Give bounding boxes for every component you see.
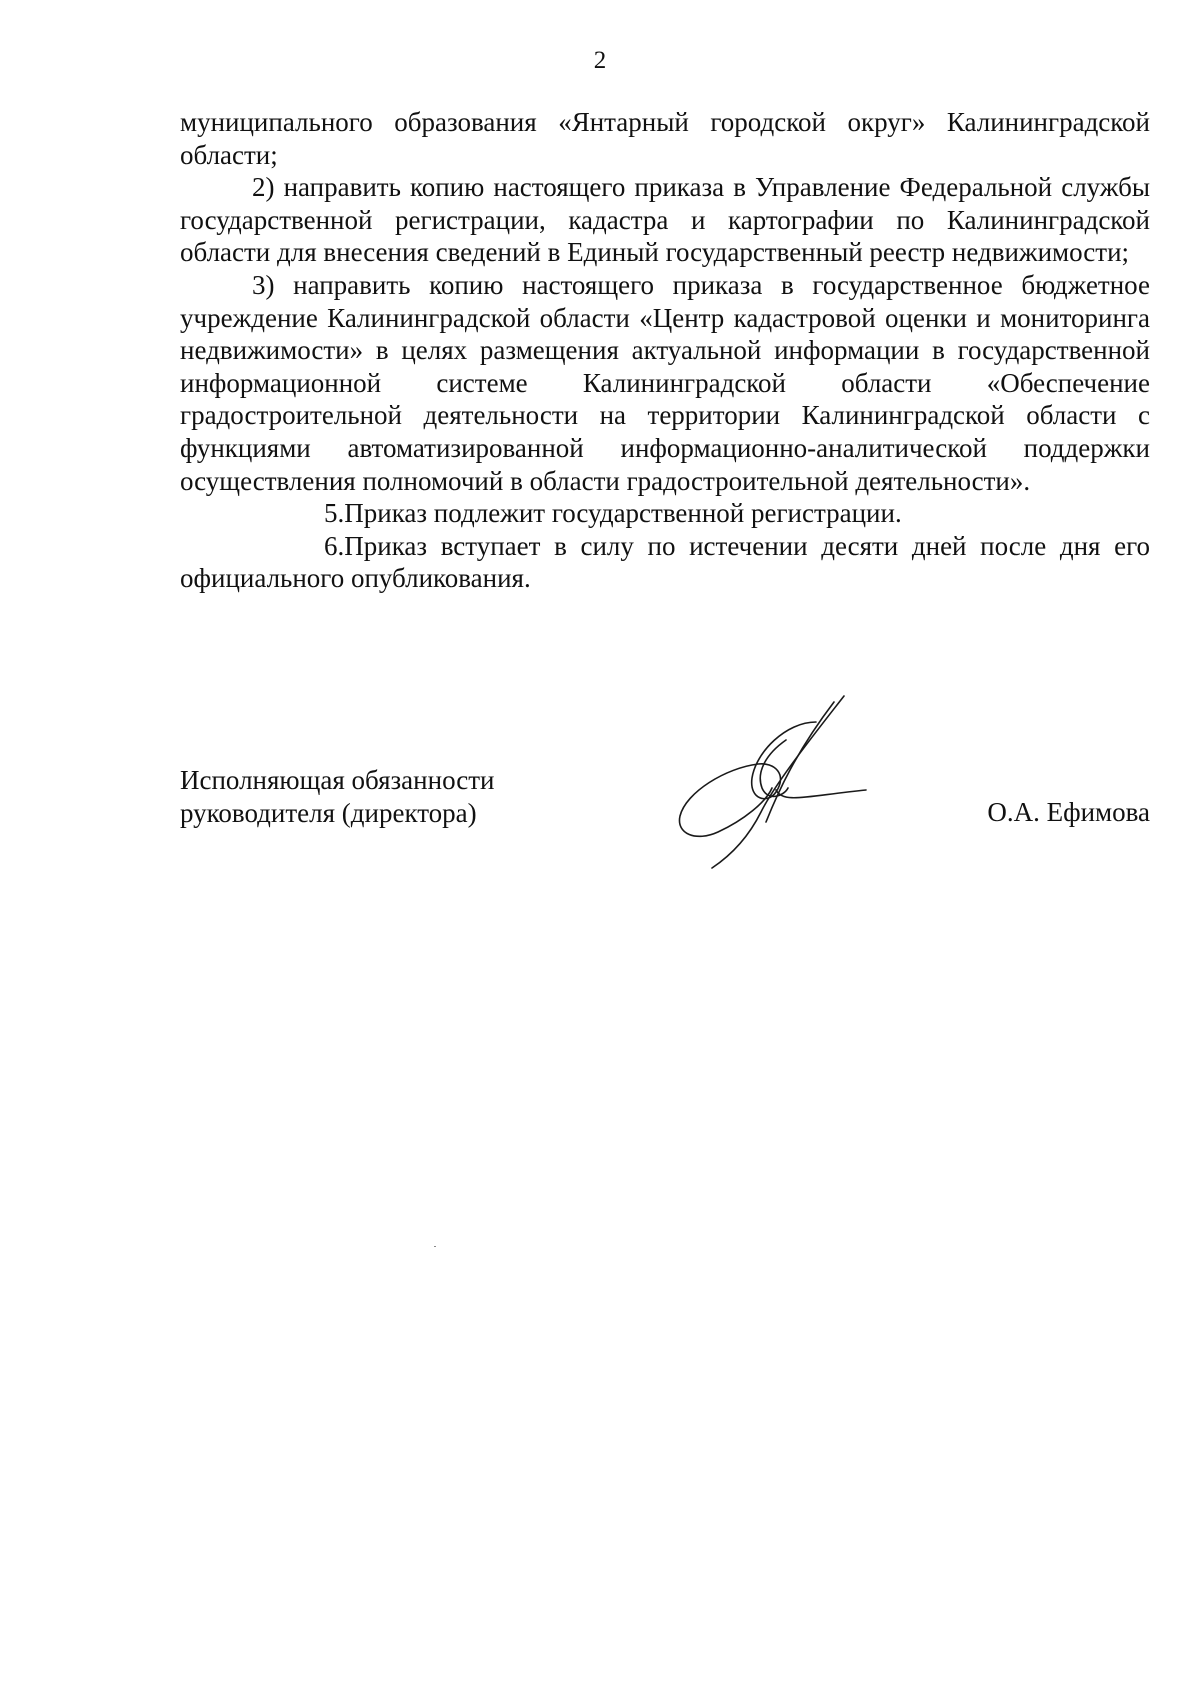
item-text: Приказ вступает в силу по истечении десяти дней после дня его официального опубликования. (180, 530, 1150, 594)
signatory-name: О.А. Ефимова (987, 797, 1150, 827)
document-body (180, 106, 1150, 595)
paragraph-item-6 (180, 530, 1150, 595)
handwritten-signature (666, 692, 906, 872)
paragraph-item-5 (180, 497, 1150, 530)
page-number: 2 (593, 47, 607, 74)
item-number: 5. (324, 498, 345, 529)
item-number: 6. (324, 530, 345, 561)
signatory-position (180, 764, 494, 829)
item-text: Приказ подлежит государственной регистрации. (344, 498, 902, 529)
paragraph-continuation: муниципального образования «Янтарный городской округ» Калининградской области; (180, 107, 1150, 170)
signatory-position-line-2: руководителя (директора) (180, 797, 477, 828)
paragraph-item-2: 2) направить копию настоящего приказа в Управление Федеральной службы государственной регистрации, кадастра и картографии по Калининградской области для внесения сведений в Единый государственный реестр недвижимости; (180, 172, 1150, 268)
signatory-position-line-1: Исполняющая обязанности (180, 765, 495, 795)
scan-artifact (434, 1246, 436, 1247)
signature-block (180, 754, 1150, 884)
paragraph-item-3: 3) направить копию настоящего приказа в государственное бюджетное учреждение Калининградской области «Центр кадастровой оценки и мониторинга недвижимости» в целях размещения актуальной информации в государственной информационной системе Калининградской области «Обеспечение градостроительной деятельности на территории Калининградской области с функциями автоматизированной информационно-аналитической поддержки осуществления полномочий в области градостроительной деятельности». (180, 269, 1150, 496)
